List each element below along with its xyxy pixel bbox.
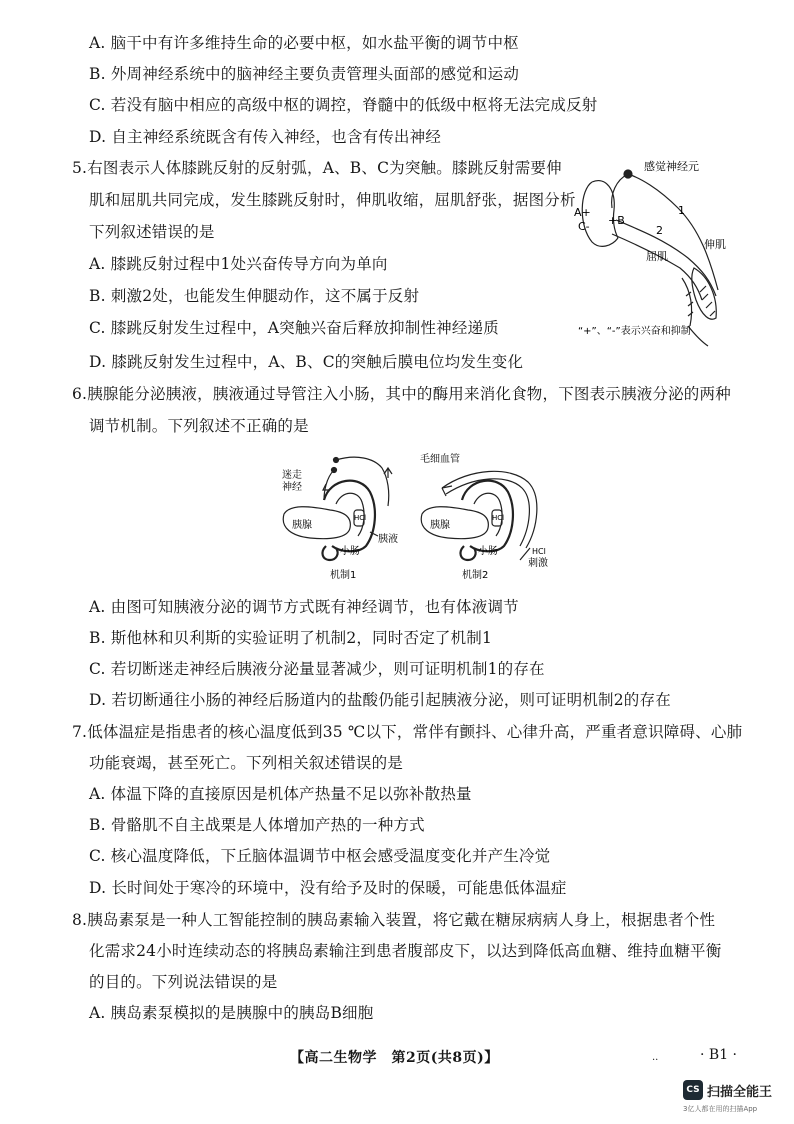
vagus-label-1: 迷走 (282, 470, 302, 481)
extensor-label: 伸肌 (704, 238, 726, 251)
synapse-a-label: A+ (574, 206, 591, 219)
footer-text: 【高二生物学 第2页(共8页)】 (290, 1050, 499, 1066)
sensory-neuron-label: 感觉神经元 (644, 160, 699, 173)
hcl-stimulus-label-2: 刺激 (528, 558, 548, 569)
q7-option-d: D. 长时间处于寒冷的环境中，没有给予及时的保暖，可能患低体温症 (89, 879, 567, 897)
hcl-stimulus-label-1: HCl (532, 547, 546, 556)
q6-option-a: A. 由图可知胰液分泌的调节方式既有神经调节，也有体液调节 (89, 598, 519, 616)
q8-stem-line-1: 8.胰岛素泵是一种人工智能控制的胰岛素输入装置，将它戴在糖尿病病人身上，根据患者个性 (72, 911, 716, 929)
capillary-label: 毛细血管 (420, 454, 460, 465)
q7-option-c: C. 核心温度降低，下丘脑体温调节中枢会感受温度变化并产生冷觉 (89, 847, 551, 865)
q6-option-d: D. 若切断通往小肠的神经后肠道内的盐酸仍能引起胰液分泌，则可证明机制2的存在 (89, 691, 671, 709)
camscanner-logo-icon: CS (683, 1080, 703, 1100)
q6-option-b: B. 斯他林和贝利斯的实验证明了机制2，同时否定了机制1 (89, 629, 493, 647)
q6-stem-line-2: 调节机制。下列叙述不正确的是 (89, 417, 309, 435)
hcl-label-1: HCl (354, 514, 367, 522)
q5-option-c: C. 膝跳反射发生过程中，A突触兴奋后释放抑制性神经递质 (89, 319, 499, 337)
synapse-b-label: +B (608, 214, 625, 227)
reflex-arc-figure (570, 150, 740, 350)
footer-dots: .. (652, 1052, 659, 1063)
pancreas-label-1: 胰腺 (292, 520, 312, 531)
q6-option-c: C. 若切断迷走神经后胰液分泌量显著减少，则可证明机制1的存在 (89, 660, 545, 678)
mechanism-2-label: 机制2 (462, 570, 489, 581)
watermark-name: 扫描全能王 (707, 1085, 773, 1100)
q4-option-d: D. 自主神经系统既含有传入神经，也含有传出神经 (89, 128, 442, 146)
mechanism-1-label: 机制1 (330, 570, 357, 581)
q8-option-a: A. 胰岛素泵模拟的是胰腺中的胰岛B细胞 (89, 1004, 374, 1022)
q7-option-b: B. 骨骼肌不自主战栗是人体增加产热的一种方式 (89, 816, 425, 834)
q5-option-b: B. 刺激2处，也能发生伸腿动作，这不属于反射 (89, 287, 420, 305)
reflex-legend: “+”、“-”表示兴奋和抑制 (578, 326, 691, 337)
site-1-label: 1 (678, 204, 685, 217)
q5-stem-line-3: 下列叙述错误的是 (89, 223, 215, 241)
synapse-c-label: C- (578, 220, 590, 233)
pancreas-mechanism-figure (270, 448, 560, 590)
watermark-subtitle: 3亿人都在用的扫描App (683, 1105, 758, 1113)
intestine-label-2: 小肠 (478, 546, 498, 557)
q8-stem-line-3: 的目的。下列说法错误的是 (89, 973, 278, 991)
q4-option-a: A. 脑干中有许多维持生命的必要中枢，如水盐平衡的调节中枢 (89, 34, 519, 52)
intestine-label-1: 小肠 (340, 546, 360, 557)
q7-stem-line-1: 7.低体温症是指患者的核心温度低到35 ℃以下，常伴有颤抖、心律升高，严重者意识障碍、心肺 (72, 723, 743, 741)
q7-option-a: A. 体温下降的直接原因是机体产热量不足以弥补散热量 (89, 785, 472, 803)
q5-option-a: A. 膝跳反射过程中1处兴奋传导方向为单向 (89, 255, 388, 273)
pancreas-label-2: 胰腺 (430, 520, 450, 531)
q7-stem-line-2: 功能衰竭，甚至死亡。下列相关叙述错误的是 (89, 754, 404, 772)
q5-option-d: D. 膝跳反射发生过程中，A、B、C的突触后膜电位均发生变化 (89, 353, 524, 371)
q4-option-b: B. 外周神经系统中的脑神经主要负责管理头面部的感觉和运动 (89, 65, 520, 83)
vagus-label-2: 神经 (282, 482, 302, 493)
flexor-label: 屈肌 (646, 250, 668, 263)
q8-stem-line-2: 化需求24小时连续动态的将胰岛素输注到患者腹部皮下，以达到降低高血糖、维持血糖平衡 (89, 942, 722, 960)
q5-stem-line-2: 肌和屈肌共同完成，发生膝跳反射时，伸肌收缩，屈肌舒张，据图分析 (89, 191, 576, 209)
q5-stem-line-1: 5.右图表示人体膝跳反射的反射弧，A、B、C为突触。膝跳反射需要伸 (72, 159, 562, 177)
site-2-label: 2 (656, 224, 663, 237)
q6-stem-line-1: 6.胰腺能分泌胰液，胰液通过导管注入小肠，其中的酶用来消化食物，下图表示胰液分泌的两种 (72, 385, 731, 403)
hcl-label-2: HCl (492, 514, 505, 522)
pancreatic-juice-label: 胰液 (378, 534, 398, 545)
q4-option-c: C. 若没有脑中相应的高级中枢的调控，脊髓中的低级中枢将无法完成反射 (89, 96, 598, 114)
footer-code: · B1 · (700, 1047, 737, 1063)
